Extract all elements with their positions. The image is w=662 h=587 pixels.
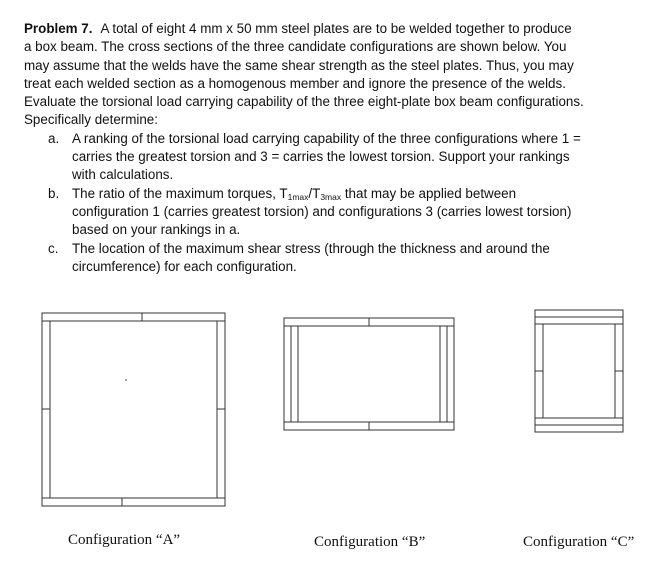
problem-intro-line-3: may assume that the welds have the same shear strength as the steel plates. Thus, you may	[24, 57, 574, 73]
problem-intro-line-6: Specifically determine:	[24, 112, 158, 128]
list-item-a: a. A ranking of the torsional load carrying capability of the three configurations where 1 = carries the greatest torsion and 3 = carries the lowest torsion. Support your rankings with calculations.	[48, 130, 581, 183]
config-b-left-inner-plate	[291, 326, 298, 422]
config-a-top-plate	[42, 313, 225, 321]
caption-configuration-b: Configuration “B”	[314, 534, 426, 550]
ratio-line: The ratio of the maximum torques, $T_{1max}/T_{3max}$ that may be applied between	[72, 185, 517, 202]
problem-number: Problem 7.	[24, 21, 93, 36]
list-item-c: c. The location of the maximum shear stress (through the thickness and around the circumference) for each configuration.	[48, 240, 550, 274]
caption-configuration-a: Configuration “A”	[68, 532, 181, 548]
problem-intro-line-4: treat each welded section as a homogenous member and ignore the presence of the welds.	[24, 75, 566, 91]
config-b-right-outer-plate	[447, 326, 454, 422]
problem-intro-line-1: Problem 7. A total of eight 4 mm x 50 mm steel plates are to be welded together to produce	[24, 21, 572, 36]
configuration-c-diagram	[535, 310, 623, 432]
list-item-b: b. The ratio of the maximum torques, $T_{1max}/T_{3max}$ that may be applied between configuration 1 (carries greatest torsion) and configurations 3 (carries lowest torsion) based on your rankings in a.	[24, 185, 654, 240]
list-marker-c: c.	[48, 240, 59, 256]
config-c-top-inner-plate	[535, 317, 623, 324]
config-c-bottom-outer-plate	[535, 425, 623, 432]
list-marker-b: b.	[48, 185, 60, 201]
list-marker-a: a.	[48, 130, 60, 146]
config-a-center-mark	[125, 379, 127, 381]
config-b-right-inner-plate	[440, 326, 447, 422]
config-a-bottom-plate	[42, 498, 225, 506]
configuration-a-diagram	[42, 313, 225, 506]
config-c-top-outer-plate	[535, 310, 623, 317]
problem-intro-line-2: a box beam. The cross sections of the three candidate configurations are shown below. You	[24, 39, 567, 55]
configuration-b-diagram	[284, 318, 454, 430]
caption-configuration-c: Configuration “C”	[523, 534, 635, 550]
problem-intro-line-5: Evaluate the torsional load carrying capability of the three eight-plate box beam configurations.	[24, 94, 584, 110]
config-a-top-plate-left	[42, 313, 225, 321]
cross-section-figures	[0, 290, 662, 540]
problem-statement	[24, 20, 654, 276]
config-b-left-outer-plate	[284, 326, 291, 422]
config-c-bottom-inner-plate	[535, 418, 623, 425]
